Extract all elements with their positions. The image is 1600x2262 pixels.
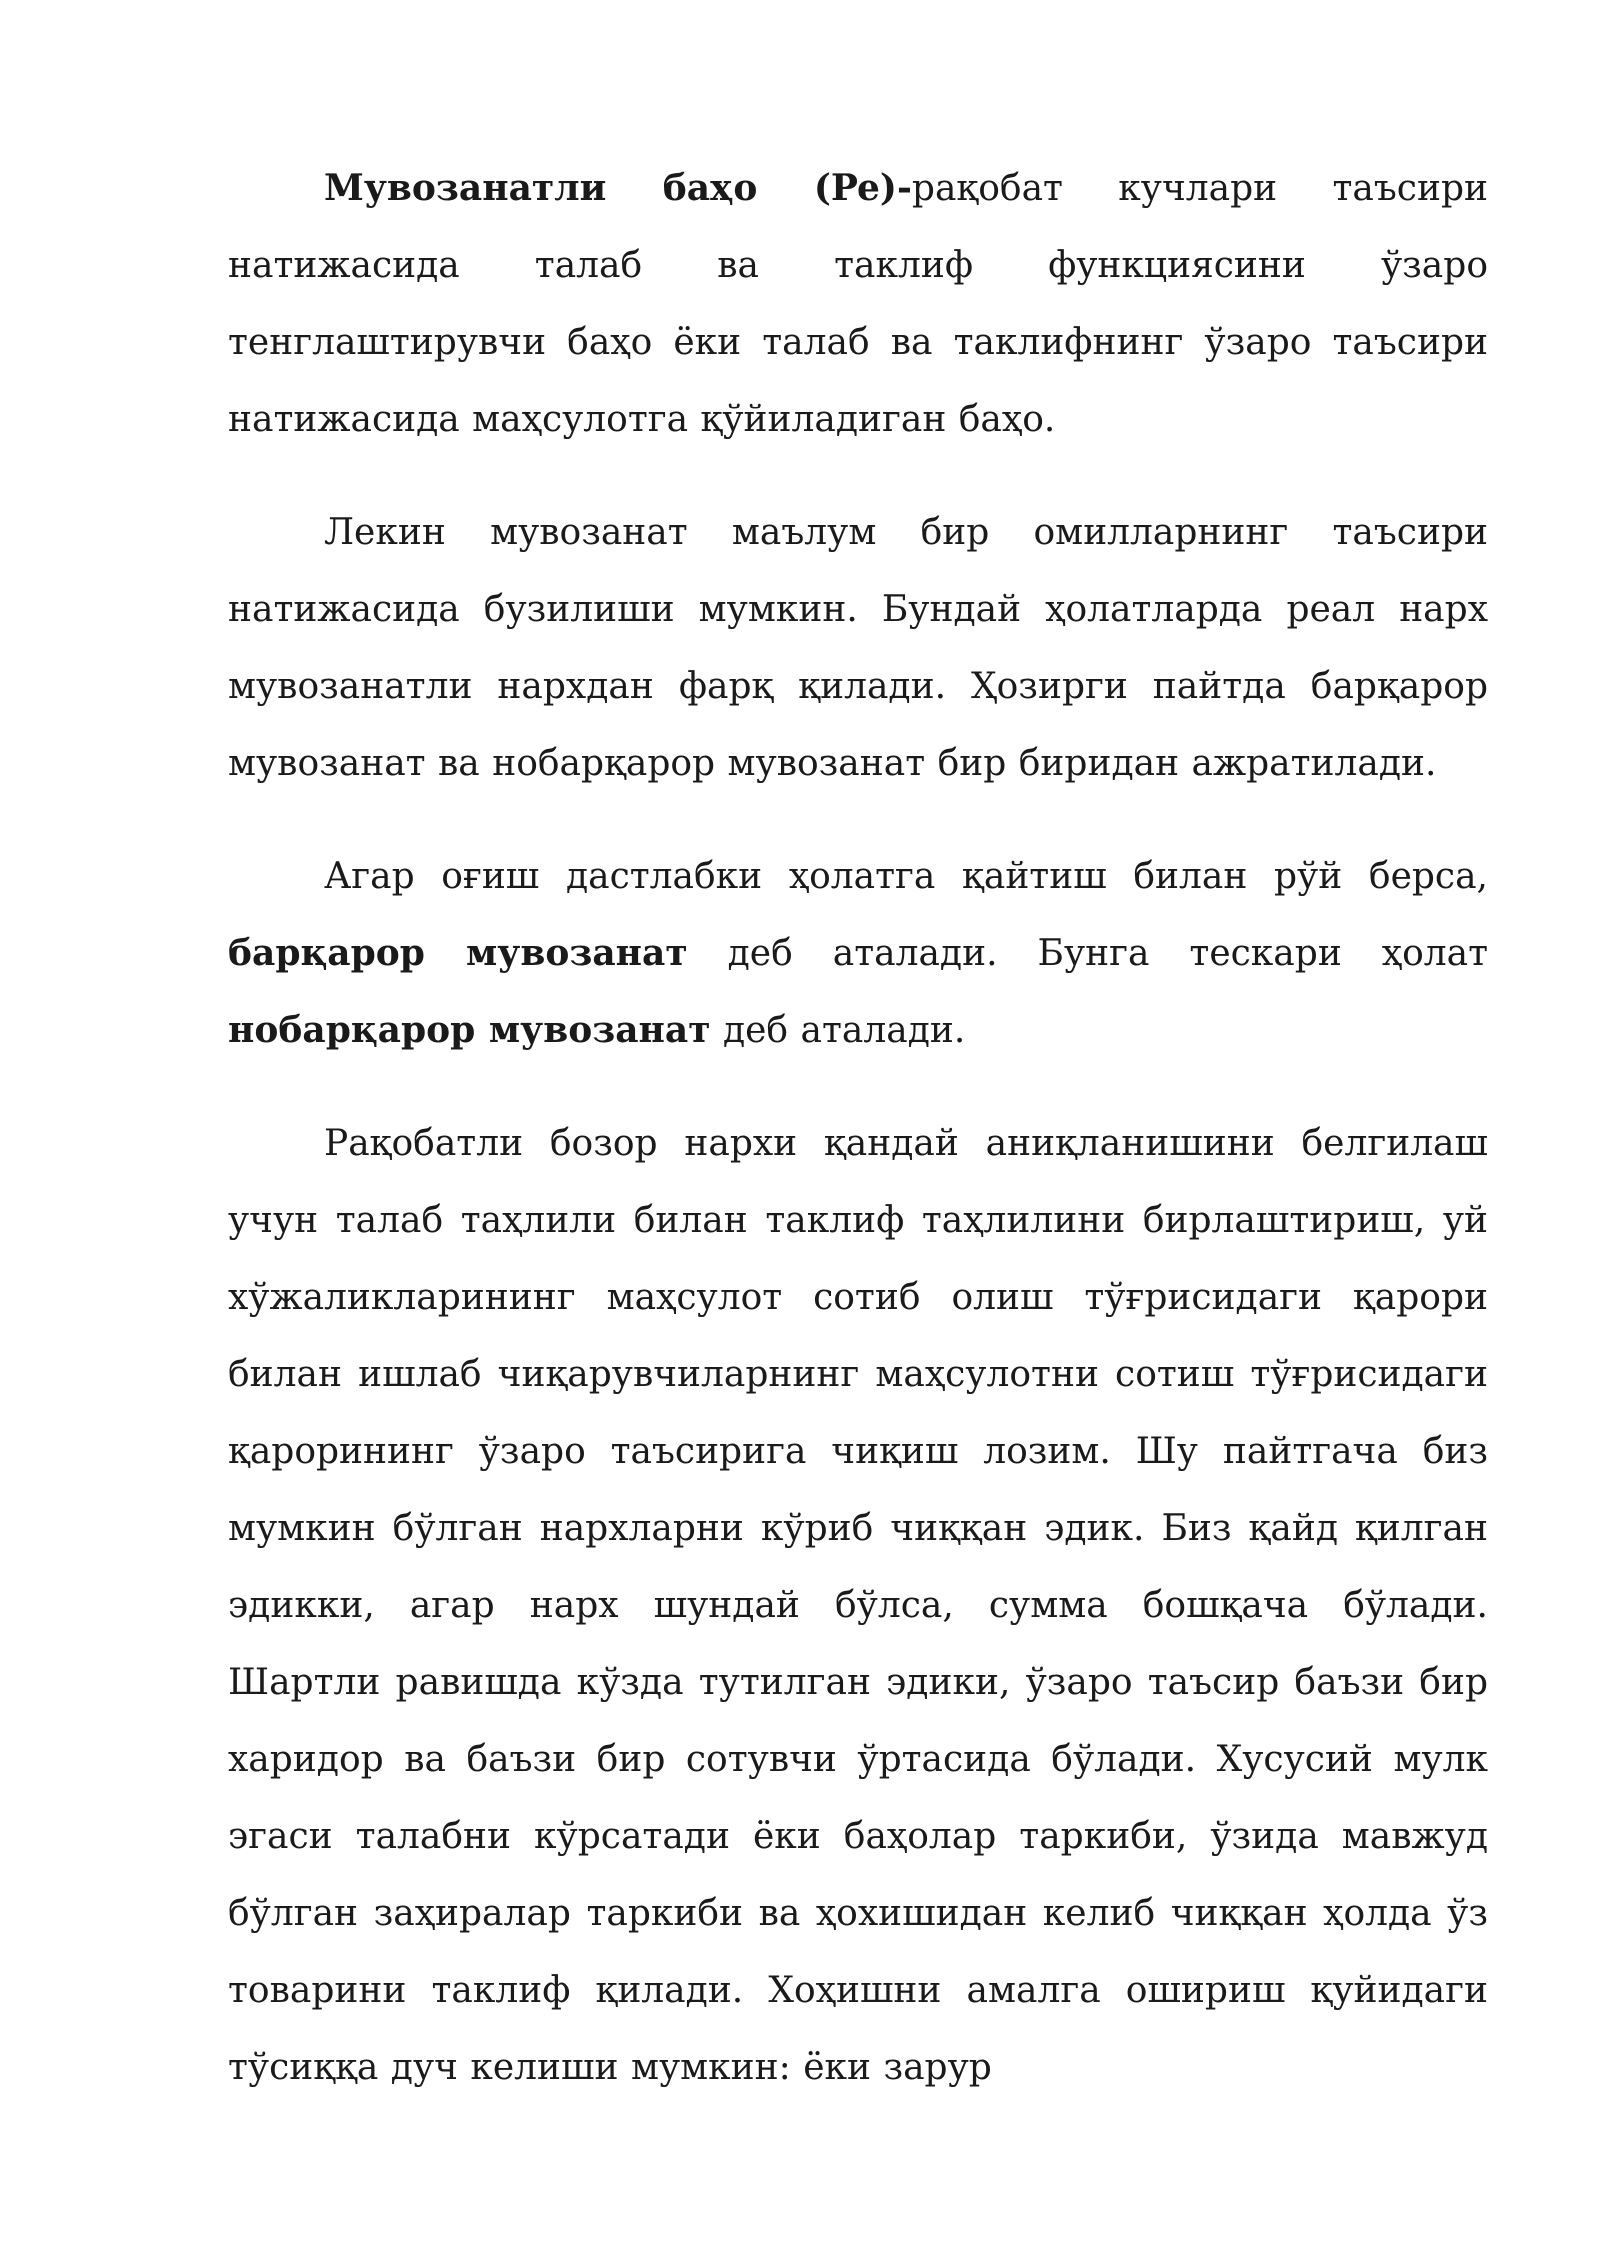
term-stable-equilibrium: барқарор мувозанат (228, 932, 688, 974)
paragraph-text: Агар оғиш дастлабки ҳолатга қайтиш билан рўй берса, (324, 856, 1488, 897)
paragraph-text: деб аталади. (710, 1010, 966, 1051)
paragraph-equilibrium-disruption (228, 494, 1488, 802)
paragraph-competitive-market (228, 1105, 1488, 2106)
paragraph-text: рақобат кучлари таъсири натижасида талаб ва таклиф функциясини ўзаро тенглаштирувчи баҳо ёки талаб ва таклифнинг ўзаро таъсири натижасида маҳсулотга қўйиладиган баҳо. (228, 168, 1488, 440)
paragraph-equilibrium-price (228, 150, 1488, 458)
paragraph-text: деб аталади. Бунга тескари ҳолат (687, 933, 1489, 974)
paragraph-text: Рақобатли бозор нархи қандай аниқланишини белгилаш учун талаб таҳлили билан таклиф таҳлилини бирлаштириш, уй хўжаликларининг маҳсулот сотиб олиш тўғрисидаги қарори билан ишлаб чиқарувчиларнинг маҳсулотни сотиш тўғрисидаги қарорининг ўзаро таъсирига чиқиш лозим. Шу пайтгача биз мумкин бўлган нархларни кўриб чиққан эдик. Биз қайд қилган эдикки, агар нарх шундай бўлса, сумма бошқача бўлади. Шартли равишда кўзда тутилган эдики, ўзаро таъсир баъзи бир харидор ва баъзи бир сотувчи ўртасида бўлади. Хусусий мулк эгаси талабни кўрсатади ёки баҳолар таркиби, ўзида мавжуд бўлган заҳиралар таркиби ва ҳохишидан келиб чиққан ҳолда ўз товарини таклиф қилади. Хоҳишни амалга ошириш қуйидаги тўсиққа дуч келиши мумкин: ёки зарур (228, 1123, 1488, 2088)
paragraph-stable-unstable (228, 838, 1488, 1069)
term-equilibrium-price: Мувозанатли баҳо (Pe)- (324, 167, 912, 209)
paragraph-text: Лекин мувозанат маълум бир омилларнинг таъсири натижасида бузилиши мумкин. Бундай ҳолатларда реал нарх мувозанатли нархдан фарқ қилади. Ҳозирги пайтда барқарор мувозанат ва нобарқарор мувозанат бир биридан ажратилади. (228, 512, 1488, 784)
term-unstable-equilibrium: нобарқарор мувозанат (228, 1009, 711, 1051)
